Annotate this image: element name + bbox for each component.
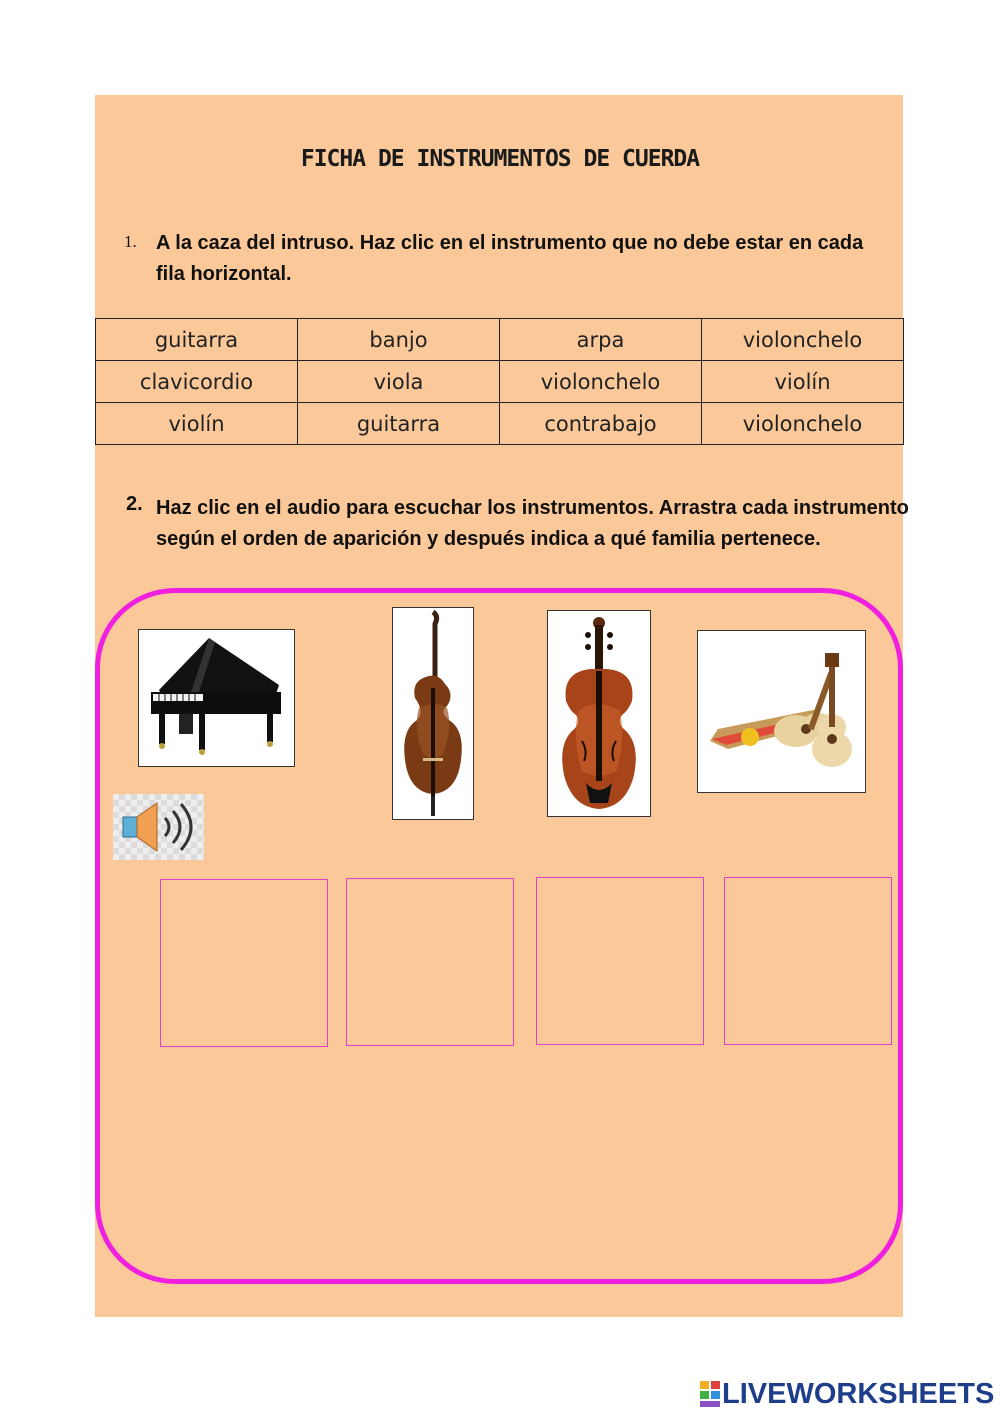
table-cell[interactable]: guitarra xyxy=(96,319,298,361)
logo-icon xyxy=(698,1379,722,1409)
question-1-number: 1. xyxy=(124,232,137,251)
drop-zone-1[interactable] xyxy=(160,879,328,1047)
table-cell[interactable]: violonchelo xyxy=(702,319,904,361)
violin-image[interactable] xyxy=(547,610,651,817)
drop-zone-2[interactable] xyxy=(346,878,514,1046)
double-bass-icon xyxy=(393,608,473,819)
intruder-table xyxy=(95,318,904,445)
audio-button[interactable] xyxy=(113,794,204,860)
drop-zone-4[interactable] xyxy=(724,877,892,1045)
logo-text: LIVEWORKSHEETS xyxy=(722,1377,995,1410)
toy-guitar-icon xyxy=(698,631,865,792)
table-cell[interactable]: violonchelo xyxy=(500,361,702,403)
table-cell[interactable]: violín xyxy=(702,361,904,403)
table-row xyxy=(96,361,904,403)
table-row xyxy=(96,403,904,445)
guitar-set-image[interactable] xyxy=(697,630,866,793)
table-cell[interactable]: guitarra xyxy=(298,403,500,445)
table-cell[interactable]: violín xyxy=(96,403,298,445)
double-bass-image[interactable] xyxy=(392,607,474,820)
table-cell[interactable]: viola xyxy=(298,361,500,403)
piano-image[interactable] xyxy=(138,629,295,767)
liveworksheets-logo xyxy=(698,1376,994,1412)
table-row xyxy=(96,319,904,361)
table-cell[interactable]: banjo xyxy=(298,319,500,361)
table-cell[interactable]: arpa xyxy=(500,319,702,361)
table-cell[interactable]: clavicordio xyxy=(96,361,298,403)
worksheet-title: FICHA DE INSTRUMENTOS DE CUERDA xyxy=(300,146,700,172)
speaker-icon xyxy=(113,794,204,860)
drop-zone-3[interactable] xyxy=(536,877,704,1045)
violin-icon xyxy=(548,611,650,816)
table-cell[interactable]: violonchelo xyxy=(702,403,904,445)
table-cell[interactable]: contrabajo xyxy=(500,403,702,445)
question-1-text: A la caza del intruso. Haz clic en el instrumento que no debe estar en cada fila horizontal. xyxy=(156,232,864,285)
question-2-number: 2. xyxy=(126,493,143,515)
grand-piano-icon xyxy=(139,630,294,766)
question-2-text: Haz clic en el audio para escuchar los instrumentos. Arrastra cada instrumento según el orden de aparición y después indica a qué familia pertenece. xyxy=(156,497,909,550)
